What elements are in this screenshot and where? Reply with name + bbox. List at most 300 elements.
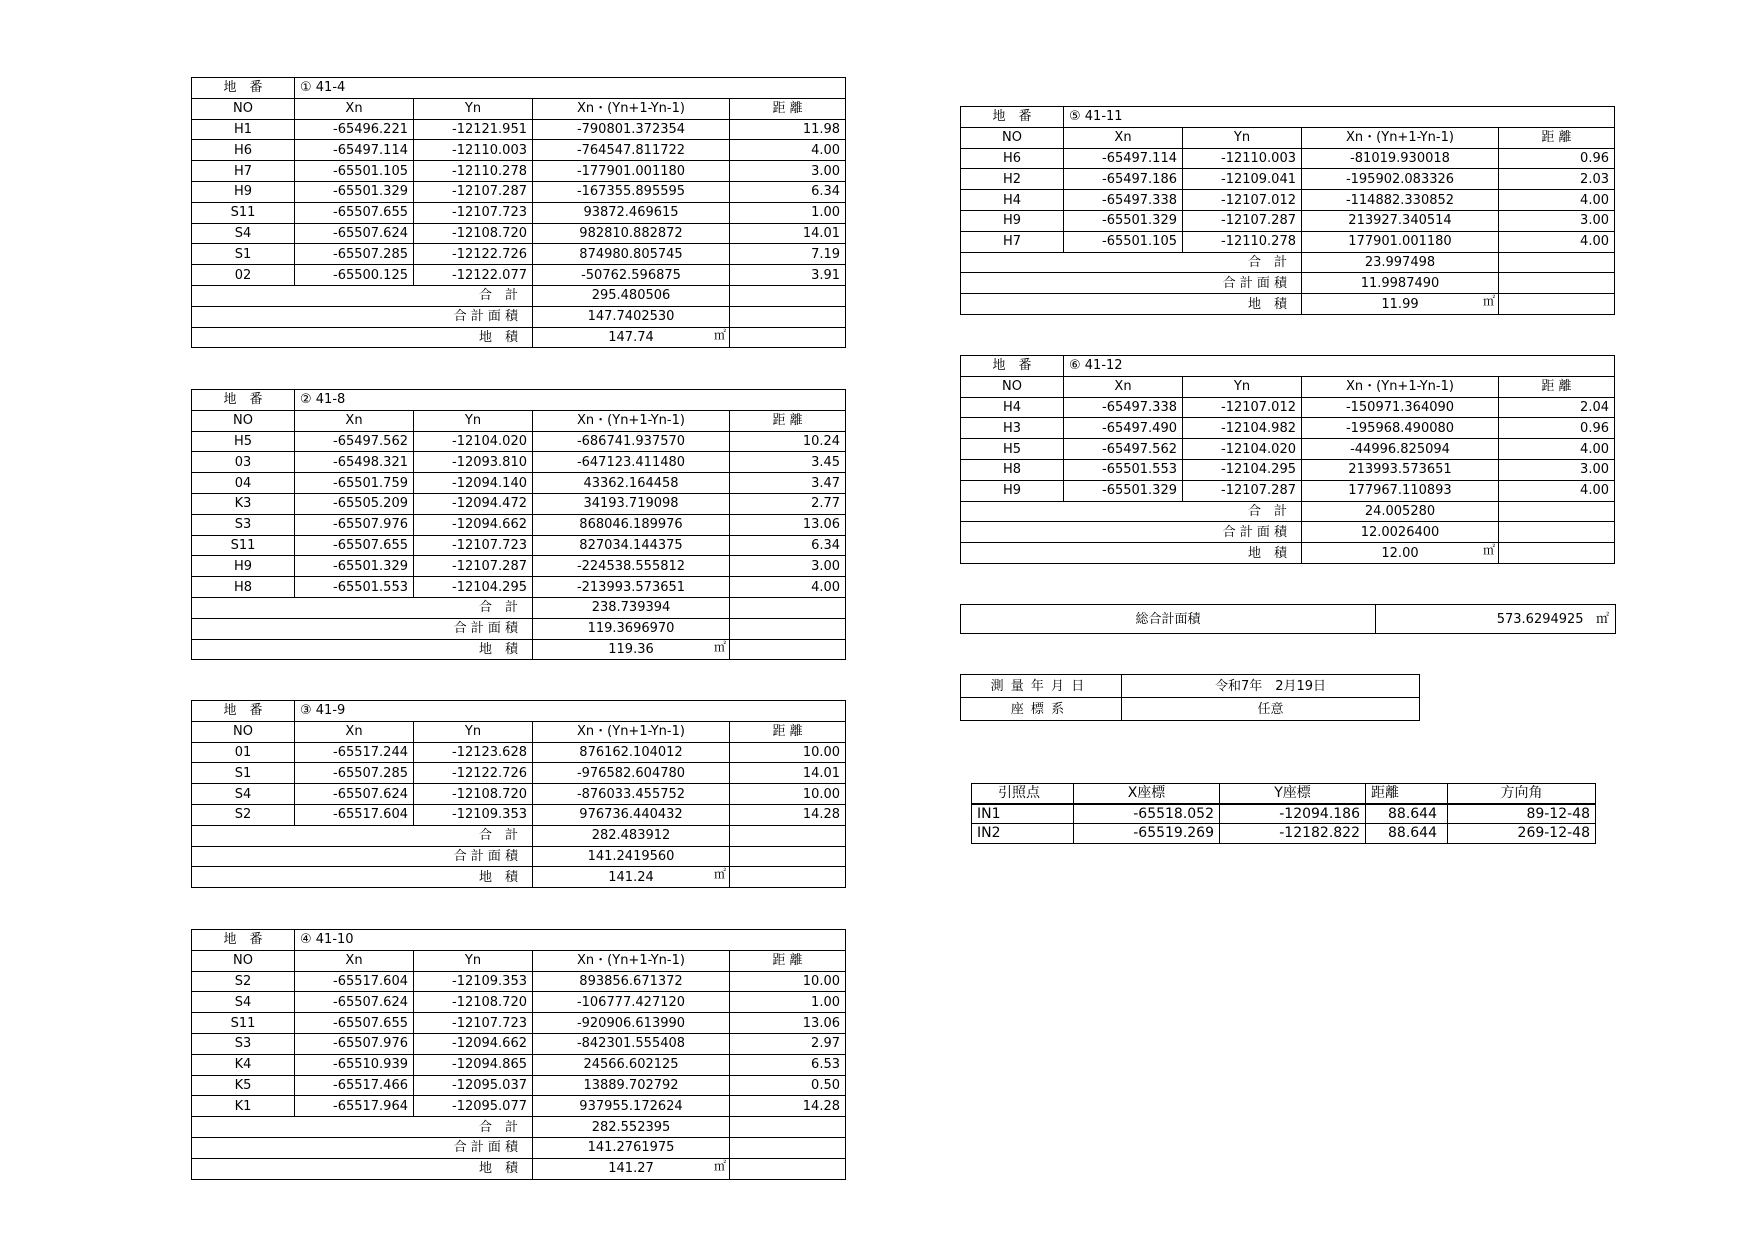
product-value: 177901.001180 (1302, 231, 1499, 252)
point-no: H2 (961, 169, 1064, 190)
sum-area-value: 119.3696970 (533, 618, 730, 639)
ref-header-4: 方向角 (1448, 784, 1596, 804)
point-no: H9 (192, 556, 295, 577)
land-area-value: 11.99 (1381, 296, 1419, 312)
col-header-xn: Xn (295, 950, 414, 971)
sum-label: 合 計 (961, 501, 1302, 522)
xn-value: -65517.466 (295, 1075, 414, 1096)
xn-value: -65497.114 (295, 140, 414, 161)
sum-area-label: 合 計 面 積 (192, 306, 533, 327)
land-area-label: 地 積 (192, 867, 533, 888)
yn-value: -12107.287 (414, 556, 533, 577)
distance-value: 6.34 (730, 181, 846, 202)
col-header-distance: 距 離 (730, 950, 846, 971)
square-meter-unit: ㎡ (713, 327, 726, 342)
table-row (192, 971, 846, 992)
land-area-cell (1302, 294, 1499, 315)
xn-value: -65501.329 (1064, 480, 1183, 501)
land-area-label: 地 積 (192, 639, 533, 660)
ref-cell: -65519.269 (1074, 824, 1220, 844)
col-header-no: NO (192, 950, 295, 971)
distance-value: 4.00 (730, 577, 846, 598)
ref-header-3: 距離 (1366, 784, 1448, 804)
yn-value: -12094.662 (414, 1033, 533, 1054)
yn-value: -12108.720 (414, 223, 533, 244)
sum-value: 238.739394 (533, 597, 730, 618)
point-no: K3 (192, 493, 295, 514)
distance-value: 10.00 (730, 784, 846, 805)
point-no: 02 (192, 265, 295, 286)
yn-value: -12110.003 (414, 140, 533, 161)
distance-value: 10.00 (730, 971, 846, 992)
product-value: -647123.411480 (533, 452, 730, 473)
total-area-value-cell (1376, 605, 1616, 634)
xn-value: -65507.285 (295, 244, 414, 265)
empty-cell (730, 327, 846, 348)
distance-value: 13.06 (730, 514, 846, 535)
sum-area-label: 合 計 面 積 (192, 846, 533, 867)
col-header-yn: Yn (414, 98, 533, 119)
sum-area-label: 合 計 面 積 (192, 618, 533, 639)
col-header-xn: Xn (295, 98, 414, 119)
distance-value: 0.50 (730, 1075, 846, 1096)
product-value: 868046.189976 (533, 514, 730, 535)
sum-label: 合 計 (192, 285, 533, 306)
distance-value: 14.28 (730, 1096, 846, 1117)
parcel-id: ⑤ 41-11 (1064, 107, 1615, 128)
table-row (192, 535, 846, 556)
land-area-cell (533, 867, 730, 888)
yn-value: -12094.472 (414, 493, 533, 514)
distance-value: 2.97 (730, 1033, 846, 1054)
col-header-formula: Xn・(Yn+1-Yn-1) (1302, 127, 1499, 148)
xn-value: -65501.329 (295, 556, 414, 577)
product-value: 177967.110893 (1302, 480, 1499, 501)
table-row (192, 265, 846, 286)
sum-label: 合 計 (192, 1117, 533, 1138)
product-value: -150971.364090 (1302, 397, 1499, 418)
col-header-distance: 距 離 (1499, 376, 1615, 397)
distance-value: 3.00 (1499, 210, 1615, 231)
xn-value: -65507.624 (295, 223, 414, 244)
xn-value: -65505.209 (295, 493, 414, 514)
table-row (192, 1054, 846, 1075)
xn-value: -65517.604 (295, 971, 414, 992)
col-header-no: NO (192, 410, 295, 431)
table-row (192, 452, 846, 473)
empty-cell (730, 306, 846, 327)
empty-cell (730, 867, 846, 888)
land-area-value: 147.74 (608, 329, 654, 345)
yn-value: -12123.628 (414, 742, 533, 763)
table-row (192, 119, 846, 140)
point-no: H9 (961, 480, 1064, 501)
xn-value: -65507.976 (295, 1033, 414, 1054)
empty-cell (730, 639, 846, 660)
distance-value: 11.98 (730, 119, 846, 140)
xn-value: -65497.338 (1064, 190, 1183, 211)
distance-value: 4.00 (730, 140, 846, 161)
square-meter-unit: ㎡ (1482, 294, 1495, 309)
product-value: -195902.083326 (1302, 169, 1499, 190)
point-no: S11 (192, 535, 295, 556)
chiban-label: 地 番 (192, 390, 295, 411)
col-header-distance: 距 離 (730, 410, 846, 431)
product-value: 213927.340514 (1302, 210, 1499, 231)
point-no: H6 (192, 140, 295, 161)
yn-value: -12095.037 (414, 1075, 533, 1096)
point-no: 03 (192, 452, 295, 473)
empty-cell (1499, 501, 1615, 522)
distance-value: 4.00 (1499, 480, 1615, 501)
table-row (192, 493, 846, 514)
xn-value: -65496.221 (295, 119, 414, 140)
empty-cell (1499, 252, 1615, 273)
parcel-table-41-4 (191, 77, 846, 348)
land-area-cell (533, 639, 730, 660)
yn-value: -12109.041 (1183, 169, 1302, 190)
yn-value: -12107.723 (414, 1013, 533, 1034)
col-header-formula: Xn・(Yn+1-Yn-1) (533, 721, 730, 742)
xn-value: -65517.244 (295, 742, 414, 763)
distance-value: 2.04 (1499, 397, 1615, 418)
ref-cell: 88.644 (1366, 824, 1448, 844)
product-value: 827034.144375 (533, 535, 730, 556)
col-header-no: NO (961, 127, 1064, 148)
point-no: H4 (961, 397, 1064, 418)
xn-value: -65507.655 (295, 202, 414, 223)
sum-label: 合 計 (192, 597, 533, 618)
ref-header-1: X座標 (1074, 784, 1220, 804)
distance-value: 14.01 (730, 223, 846, 244)
xn-value: -65510.939 (295, 1054, 414, 1075)
survey-date-value: 令和7年 2月19日 (1122, 675, 1420, 698)
table-row (192, 181, 846, 202)
product-value: -81019.930018 (1302, 148, 1499, 169)
ref-cell: IN2 (972, 824, 1074, 844)
ref-header-2: Y座標 (1220, 784, 1366, 804)
land-area-value: 119.36 (608, 641, 654, 657)
point-no: K5 (192, 1075, 295, 1096)
ref-cell: 269-12-48 (1448, 824, 1596, 844)
xn-value: -65497.490 (1064, 418, 1183, 439)
yn-value: -12094.140 (414, 473, 533, 494)
empty-cell (730, 597, 846, 618)
distance-value: 1.00 (730, 202, 846, 223)
distance-value: 14.01 (730, 763, 846, 784)
parcel-id: ⑥ 41-12 (1064, 356, 1615, 377)
table-row (192, 577, 846, 598)
sum-label: 合 計 (192, 825, 533, 846)
distance-value: 3.00 (730, 161, 846, 182)
xn-value: -65501.105 (1064, 231, 1183, 252)
table-row (192, 804, 846, 825)
yn-value: -12093.810 (414, 452, 533, 473)
col-header-yn: Yn (1183, 127, 1302, 148)
table-row (961, 148, 1615, 169)
table-row (961, 231, 1615, 252)
col-header-formula: Xn・(Yn+1-Yn-1) (533, 410, 730, 431)
point-no: S4 (192, 223, 295, 244)
point-no: H8 (192, 577, 295, 598)
parcel-id: ① 41-4 (295, 78, 846, 99)
col-header-xn: Xn (295, 721, 414, 742)
point-no: K1 (192, 1096, 295, 1117)
yn-value: -12104.020 (1183, 439, 1302, 460)
xn-value: -65507.624 (295, 992, 414, 1013)
sum-value: 295.480506 (533, 285, 730, 306)
distance-value: 3.47 (730, 473, 846, 494)
table-row (192, 742, 846, 763)
point-no: S11 (192, 202, 295, 223)
product-value: -50762.596875 (533, 265, 730, 286)
land-area-cell (533, 1158, 730, 1179)
table-row (961, 439, 1615, 460)
sum-value: 23.997498 (1302, 252, 1499, 273)
chiban-label: 地 番 (961, 107, 1064, 128)
product-value: -976582.604780 (533, 763, 730, 784)
distance-value: 2.77 (730, 493, 846, 514)
point-no: S1 (192, 763, 295, 784)
col-header-no: NO (192, 98, 295, 119)
empty-cell (1499, 294, 1615, 315)
point-no: H3 (961, 418, 1064, 439)
xn-value: -65501.105 (295, 161, 414, 182)
xn-value: -65500.125 (295, 265, 414, 286)
table-row (192, 1096, 846, 1117)
product-value: 13889.702792 (533, 1075, 730, 1096)
product-value: -195968.490080 (1302, 418, 1499, 439)
yn-value: -12109.353 (414, 971, 533, 992)
sum-area-value: 11.9987490 (1302, 273, 1499, 294)
xn-value: -65498.321 (295, 452, 414, 473)
yn-value: -12104.295 (414, 577, 533, 598)
point-no: H1 (192, 119, 295, 140)
sum-value: 282.483912 (533, 825, 730, 846)
col-header-yn: Yn (1183, 376, 1302, 397)
yn-value: -12110.003 (1183, 148, 1302, 169)
col-header-yn: Yn (414, 410, 533, 431)
distance-value: 3.91 (730, 265, 846, 286)
product-value: 43362.164458 (533, 473, 730, 494)
xn-value: -65507.655 (295, 535, 414, 556)
table-row (192, 473, 846, 494)
distance-value: 3.00 (730, 556, 846, 577)
yn-value: -12107.723 (414, 535, 533, 556)
chiban-label: 地 番 (192, 78, 295, 99)
col-header-yn: Yn (414, 721, 533, 742)
survey-date-label: 測量年月日 (961, 675, 1122, 698)
distance-value: 3.45 (730, 452, 846, 473)
square-meter-unit: ㎡ (713, 1158, 726, 1173)
parcel-table-41-9 (191, 700, 846, 888)
yn-value: -12107.723 (414, 202, 533, 223)
yn-value: -12122.077 (414, 265, 533, 286)
point-no: S2 (192, 971, 295, 992)
land-area-value: 12.00 (1381, 545, 1419, 561)
product-value: 93872.469615 (533, 202, 730, 223)
xn-value: -65501.553 (295, 577, 414, 598)
yn-value: -12108.720 (414, 992, 533, 1013)
sum-area-label: 合 計 面 積 (192, 1137, 533, 1158)
yn-value: -12122.726 (414, 244, 533, 265)
empty-cell (730, 618, 846, 639)
empty-cell (730, 1137, 846, 1158)
empty-cell (1499, 543, 1615, 564)
table-row (192, 431, 846, 452)
total-area-value: 573.6294925 (1496, 611, 1584, 627)
table-row (192, 556, 846, 577)
point-no: S4 (192, 992, 295, 1013)
empty-cell (730, 1158, 846, 1179)
yn-value: -12094.865 (414, 1054, 533, 1075)
distance-value: 0.96 (1499, 148, 1615, 169)
point-no: S11 (192, 1013, 295, 1034)
distance-value: 10.00 (730, 742, 846, 763)
product-value: 24566.602125 (533, 1054, 730, 1075)
table-row (192, 202, 846, 223)
parcel-table-41-12 (960, 355, 1615, 564)
product-value: -167355.895595 (533, 181, 730, 202)
yn-value: -12109.353 (414, 804, 533, 825)
land-area-label: 地 積 (961, 294, 1302, 315)
sum-area-value: 141.2761975 (533, 1137, 730, 1158)
product-value: 876162.104012 (533, 742, 730, 763)
table-row (961, 190, 1615, 211)
distance-value: 7.19 (730, 244, 846, 265)
sum-value: 24.005280 (1302, 501, 1499, 522)
distance-value: 1.00 (730, 992, 846, 1013)
land-area-cell (1302, 543, 1499, 564)
point-no: H5 (192, 431, 295, 452)
point-no: S2 (192, 804, 295, 825)
table-row (961, 397, 1615, 418)
distance-value: 14.28 (730, 804, 846, 825)
point-no: H4 (961, 190, 1064, 211)
point-no: S1 (192, 244, 295, 265)
land-area-cell (533, 327, 730, 348)
table-row (972, 824, 1596, 844)
square-meter-unit: ㎡ (713, 867, 726, 882)
distance-value: 13.06 (730, 1013, 846, 1034)
col-header-distance: 距 離 (730, 721, 846, 742)
table-row (961, 418, 1615, 439)
land-area-label: 地 積 (961, 543, 1302, 564)
square-meter-unit: ㎡ (713, 639, 726, 654)
land-area-value: 141.24 (608, 869, 654, 885)
product-value: 982810.882872 (533, 223, 730, 244)
ref-cell: 88.644 (1366, 804, 1448, 824)
col-header-distance: 距 離 (1499, 127, 1615, 148)
land-area-label: 地 積 (192, 1158, 533, 1179)
yn-value: -12110.278 (1183, 231, 1302, 252)
col-header-xn: Xn (1064, 127, 1183, 148)
xn-value: -65501.553 (1064, 459, 1183, 480)
parcel-id: ④ 41-10 (295, 930, 846, 951)
xn-value: -65497.338 (1064, 397, 1183, 418)
product-value: -213993.573651 (533, 577, 730, 598)
point-no: 01 (192, 742, 295, 763)
col-header-xn: Xn (1064, 376, 1183, 397)
parcel-id: ② 41-8 (295, 390, 846, 411)
parcel-table-41-8 (191, 389, 846, 660)
distance-value: 4.00 (1499, 439, 1615, 460)
yn-value: -12107.287 (1183, 210, 1302, 231)
chiban-label: 地 番 (192, 701, 295, 722)
product-value: -177901.001180 (533, 161, 730, 182)
sum-area-value: 147.7402530 (533, 306, 730, 327)
chiban-label: 地 番 (961, 356, 1064, 377)
xn-value: -65497.186 (1064, 169, 1183, 190)
empty-cell (1499, 522, 1615, 543)
xn-value: -65497.562 (295, 431, 414, 452)
product-value: 34193.719098 (533, 493, 730, 514)
yn-value: -12107.287 (1183, 480, 1302, 501)
point-no: H8 (961, 459, 1064, 480)
total-area-table (960, 604, 1616, 634)
land-area-value: 141.27 (608, 1161, 654, 1177)
table-row (961, 459, 1615, 480)
product-value: -106777.427120 (533, 992, 730, 1013)
table-row (192, 161, 846, 182)
yn-value: -12121.951 (414, 119, 533, 140)
table-row (961, 169, 1615, 190)
sum-area-value: 141.2419560 (533, 846, 730, 867)
ref-cell: IN1 (972, 804, 1074, 824)
xn-value: -65507.624 (295, 784, 414, 805)
point-no: H9 (192, 181, 295, 202)
parcel-id: ③ 41-9 (295, 701, 846, 722)
col-header-distance: 距 離 (730, 98, 846, 119)
sum-area-label: 合 計 面 積 (961, 522, 1302, 543)
col-header-formula: Xn・(Yn+1-Yn-1) (1302, 376, 1499, 397)
survey-info-table (960, 674, 1420, 721)
distance-value: 3.00 (1499, 459, 1615, 480)
point-no: H6 (961, 148, 1064, 169)
product-value: -686741.937570 (533, 431, 730, 452)
xn-value: -65517.964 (295, 1096, 414, 1117)
parcel-table-41-10 (191, 929, 846, 1180)
table-row (192, 992, 846, 1013)
point-no: H9 (961, 210, 1064, 231)
ref-cell: -12182.822 (1220, 824, 1366, 844)
distance-value: 4.00 (1499, 190, 1615, 211)
point-no: S3 (192, 514, 295, 535)
chiban-label: 地 番 (192, 930, 295, 951)
table-row (192, 244, 846, 265)
table-row (192, 223, 846, 244)
total-area-label: 総合計面積 (961, 605, 1376, 634)
table-row (192, 1075, 846, 1096)
reference-points-table (971, 783, 1596, 844)
coordinate-system-value: 任意 (1122, 698, 1420, 721)
product-value: 213993.573651 (1302, 459, 1499, 480)
col-header-xn: Xn (295, 410, 414, 431)
empty-cell (730, 285, 846, 306)
distance-value: 6.53 (730, 1054, 846, 1075)
table-row (192, 1033, 846, 1054)
point-no: H7 (192, 161, 295, 182)
table-row (961, 210, 1615, 231)
yn-value: -12107.012 (1183, 190, 1302, 211)
yn-value: -12104.020 (414, 431, 533, 452)
product-value: -920906.613990 (533, 1013, 730, 1034)
ref-cell: -12094.186 (1220, 804, 1366, 824)
yn-value: -12095.077 (414, 1096, 533, 1117)
point-no: K4 (192, 1054, 295, 1075)
coordinate-system-label: 座標系 (961, 698, 1122, 721)
xn-value: -65507.285 (295, 763, 414, 784)
